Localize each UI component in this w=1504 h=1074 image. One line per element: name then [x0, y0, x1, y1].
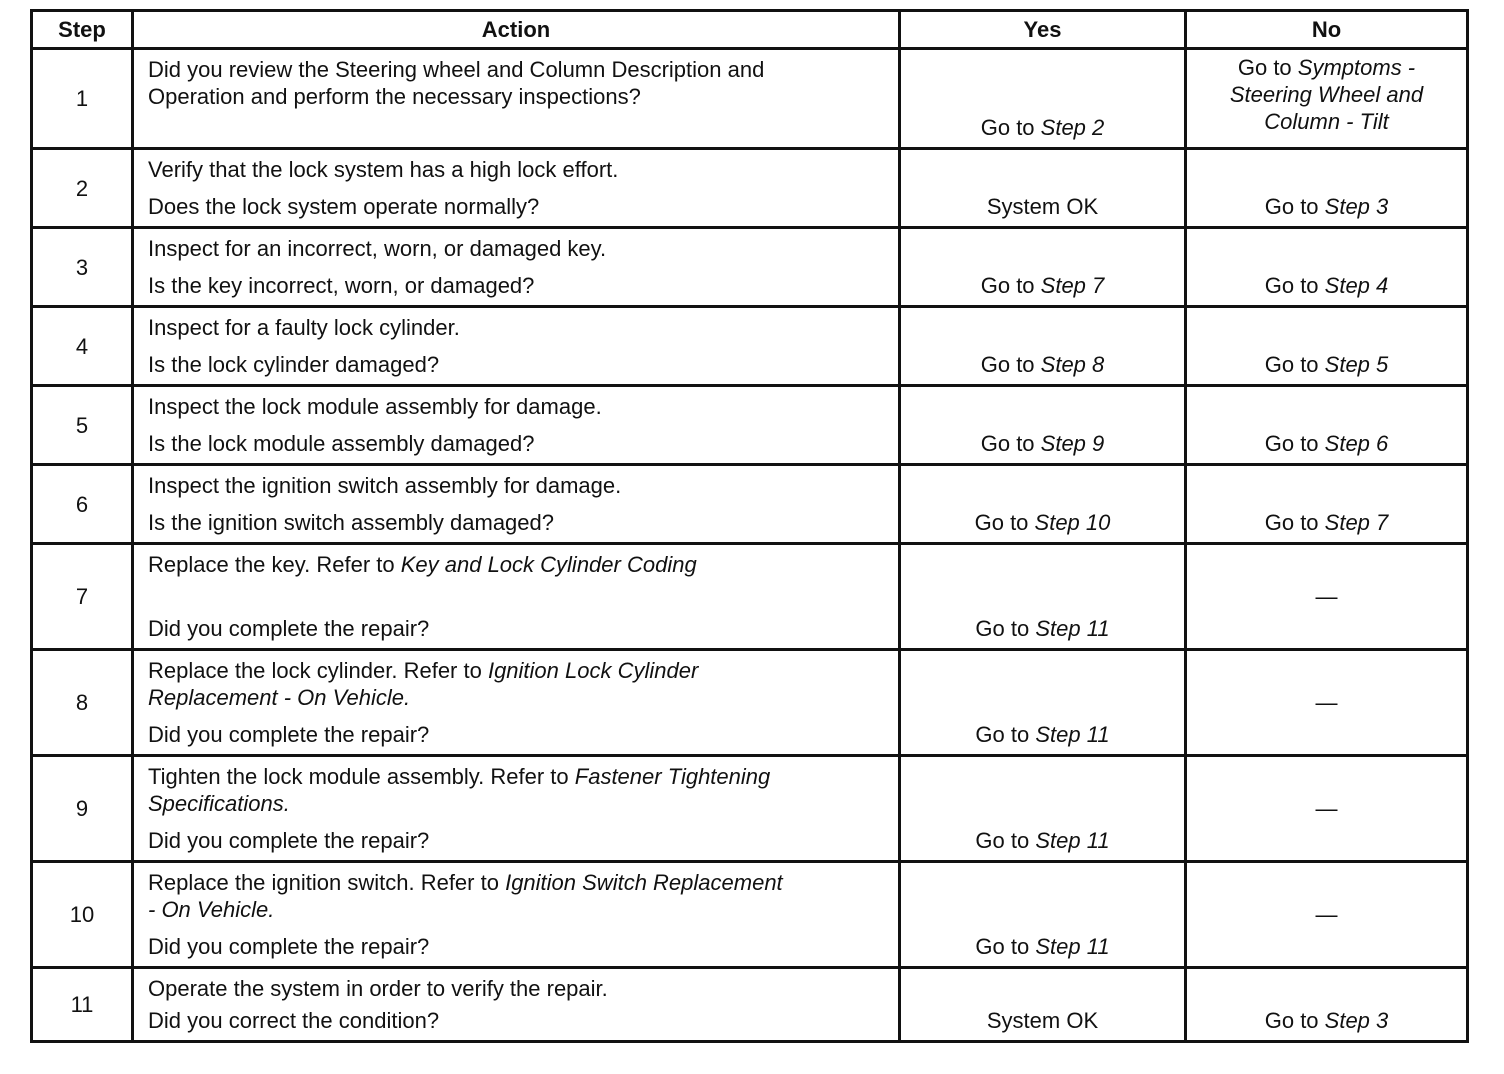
action-question: Is the key incorrect, worn, or damaged? — [148, 273, 535, 298]
no-prefix: Go to — [1264, 352, 1325, 377]
yes-cell — [900, 49, 1186, 149]
yes-prefix: Go to — [975, 934, 1036, 959]
no-cell: — — [1186, 756, 1468, 862]
table-row — [32, 149, 1468, 228]
action-cell — [133, 756, 900, 862]
yes-cell: System OK — [900, 149, 1186, 228]
yes-cell — [900, 544, 1186, 650]
action-ref-link[interactable]: Ignition Lock Cylinder — [487, 658, 699, 683]
table-row — [32, 386, 1468, 465]
table-row — [32, 756, 1468, 862]
no-cell — [1186, 968, 1468, 1042]
yes-cell — [900, 465, 1186, 544]
no-prefix: Go to — [1264, 1008, 1325, 1033]
step-number: 9 — [32, 756, 133, 862]
step-number: 2 — [32, 149, 133, 228]
no-prefix: Go to — [1237, 55, 1298, 80]
yes-step-link[interactable]: Step 11 — [1035, 616, 1110, 641]
yes-step-link[interactable]: Step 7 — [1040, 273, 1105, 298]
no-cell: — — [1186, 862, 1468, 968]
yes-cell — [900, 228, 1186, 307]
step-number: 8 — [32, 650, 133, 756]
table-row — [32, 49, 1468, 149]
yes-prefix: Go to — [980, 273, 1041, 298]
header-yes: Yes — [900, 11, 1186, 49]
action-ref-link[interactable]: - On Vehicle. — [148, 897, 275, 922]
action-text: Replace the lock cylinder. Refer to — [148, 658, 488, 683]
no-prefix: Go to — [1264, 194, 1325, 219]
yes-step-link[interactable]: Step 9 — [1040, 431, 1105, 456]
yes-prefix: Go to — [980, 431, 1041, 456]
step-number: 4 — [32, 307, 133, 386]
header-no: No — [1186, 11, 1468, 49]
yes-step-link[interactable]: Step 11 — [1035, 722, 1110, 747]
yes-step-link[interactable]: Step 8 — [1040, 352, 1105, 377]
yes-step-link[interactable]: Step 2 — [1040, 115, 1105, 140]
no-step-link[interactable]: Step 7 — [1324, 510, 1389, 535]
action-cell — [133, 307, 900, 386]
table-row — [32, 968, 1468, 1042]
no-cell — [1186, 386, 1468, 465]
action-question: Did you complete the repair? — [148, 616, 430, 641]
action-ref-link[interactable]: Ignition Switch Replacement — [505, 870, 783, 895]
action-cell — [133, 862, 900, 968]
no-cell: — — [1186, 650, 1468, 756]
no-step-link[interactable]: Step 5 — [1324, 352, 1389, 377]
no-step-link[interactable]: Step 4 — [1324, 273, 1389, 298]
no-cell — [1186, 49, 1468, 149]
action-cell — [133, 386, 900, 465]
yes-cell — [900, 862, 1186, 968]
action-cell — [133, 49, 900, 149]
no-prefix: Go to — [1264, 273, 1325, 298]
no-cell: — — [1186, 544, 1468, 650]
step-number: 11 — [32, 968, 133, 1042]
table-row — [32, 544, 1468, 650]
yes-prefix: Go to — [980, 352, 1041, 377]
action-cell — [133, 465, 900, 544]
step-number: 3 — [32, 228, 133, 307]
action-cell — [133, 228, 900, 307]
no-ref-link[interactable]: Steering Wheel and — [1229, 82, 1424, 107]
action-text: Inspect the lock module assembly for damage. — [148, 394, 602, 419]
table-header-row — [32, 11, 1468, 49]
no-ref-link[interactable]: Symptoms - — [1297, 55, 1416, 80]
action-text: Inspect for an incorrect, worn, or damaged key. — [148, 236, 607, 261]
action-ref-link[interactable]: Replacement - On Vehicle. — [148, 685, 411, 710]
action-text: Verify that the lock system has a high lock effort. — [148, 157, 619, 182]
step-number: 6 — [32, 465, 133, 544]
yes-step-link[interactable]: Step 10 — [1034, 510, 1111, 535]
action-text: Did you review the Steering wheel and Column Description and — [148, 57, 765, 82]
header-action: Action — [133, 11, 900, 49]
step-number: 7 — [32, 544, 133, 650]
table-row — [32, 307, 1468, 386]
action-cell — [133, 650, 900, 756]
yes-prefix: Go to — [975, 828, 1036, 853]
no-prefix: Go to — [1264, 510, 1325, 535]
yes-step-link[interactable]: Step 11 — [1035, 934, 1110, 959]
yes-cell — [900, 386, 1186, 465]
table-row — [32, 228, 1468, 307]
action-question: Is the lock cylinder damaged? — [148, 352, 440, 377]
action-text: Inspect for a faulty lock cylinder. — [148, 315, 460, 340]
action-text: Replace the ignition switch. Refer to — [148, 870, 506, 895]
action-question: Did you correct the condition? — [148, 1008, 440, 1033]
action-cell — [133, 149, 900, 228]
yes-prefix: Go to — [975, 722, 1036, 747]
action-question: Does the lock system operate normally? — [148, 194, 540, 219]
no-cell — [1186, 228, 1468, 307]
table-row — [32, 650, 1468, 756]
action-question: Did you complete the repair? — [148, 828, 430, 853]
action-ref-link[interactable]: Key and Lock Cylinder Coding — [400, 552, 697, 577]
action-cell — [133, 968, 900, 1042]
yes-prefix: Go to — [974, 510, 1035, 535]
action-question: Did you complete the repair? — [148, 934, 430, 959]
no-cell — [1186, 465, 1468, 544]
table-row — [32, 862, 1468, 968]
no-step-link[interactable]: Step 3 — [1324, 194, 1389, 219]
action-text: Operate the system in order to verify the repair. — [148, 976, 608, 1001]
action-question: Did you complete the repair? — [148, 722, 430, 747]
no-cell — [1186, 307, 1468, 386]
action-text: Inspect the ignition switch assembly for damage. — [148, 473, 622, 498]
no-cell — [1186, 149, 1468, 228]
yes-cell — [900, 307, 1186, 386]
yes-prefix: Go to — [975, 616, 1036, 641]
action-cell — [133, 544, 900, 650]
no-step-link[interactable]: Step 6 — [1324, 431, 1389, 456]
table-row — [32, 465, 1468, 544]
yes-cell: System OK — [900, 968, 1186, 1042]
diagnostic-table — [30, 9, 1469, 1043]
action-question: Is the ignition switch assembly damaged? — [148, 510, 554, 535]
no-prefix: Go to — [1264, 431, 1325, 456]
yes-prefix: Go to — [980, 115, 1041, 140]
action-text: Replace the key. Refer to — [148, 552, 401, 577]
no-ref-link[interactable]: Column - Tilt — [1264, 109, 1389, 134]
header-step: Step — [32, 11, 133, 49]
step-number: 10 — [32, 862, 133, 968]
yes-cell — [900, 756, 1186, 862]
yes-step-link[interactable]: Step 11 — [1035, 828, 1110, 853]
action-question: Is the lock module assembly damaged? — [148, 431, 535, 456]
action-text: Operation and perform the necessary inspections? — [148, 84, 641, 109]
step-number: 1 — [32, 49, 133, 149]
step-number: 5 — [32, 386, 133, 465]
action-ref-link[interactable]: Fastener Tightening — [574, 764, 771, 789]
no-step-link[interactable]: Step 3 — [1324, 1008, 1389, 1033]
action-text: Tighten the lock module assembly. Refer to — [148, 764, 575, 789]
action-ref-link[interactable]: Specifications. — [148, 791, 290, 816]
yes-cell — [900, 650, 1186, 756]
